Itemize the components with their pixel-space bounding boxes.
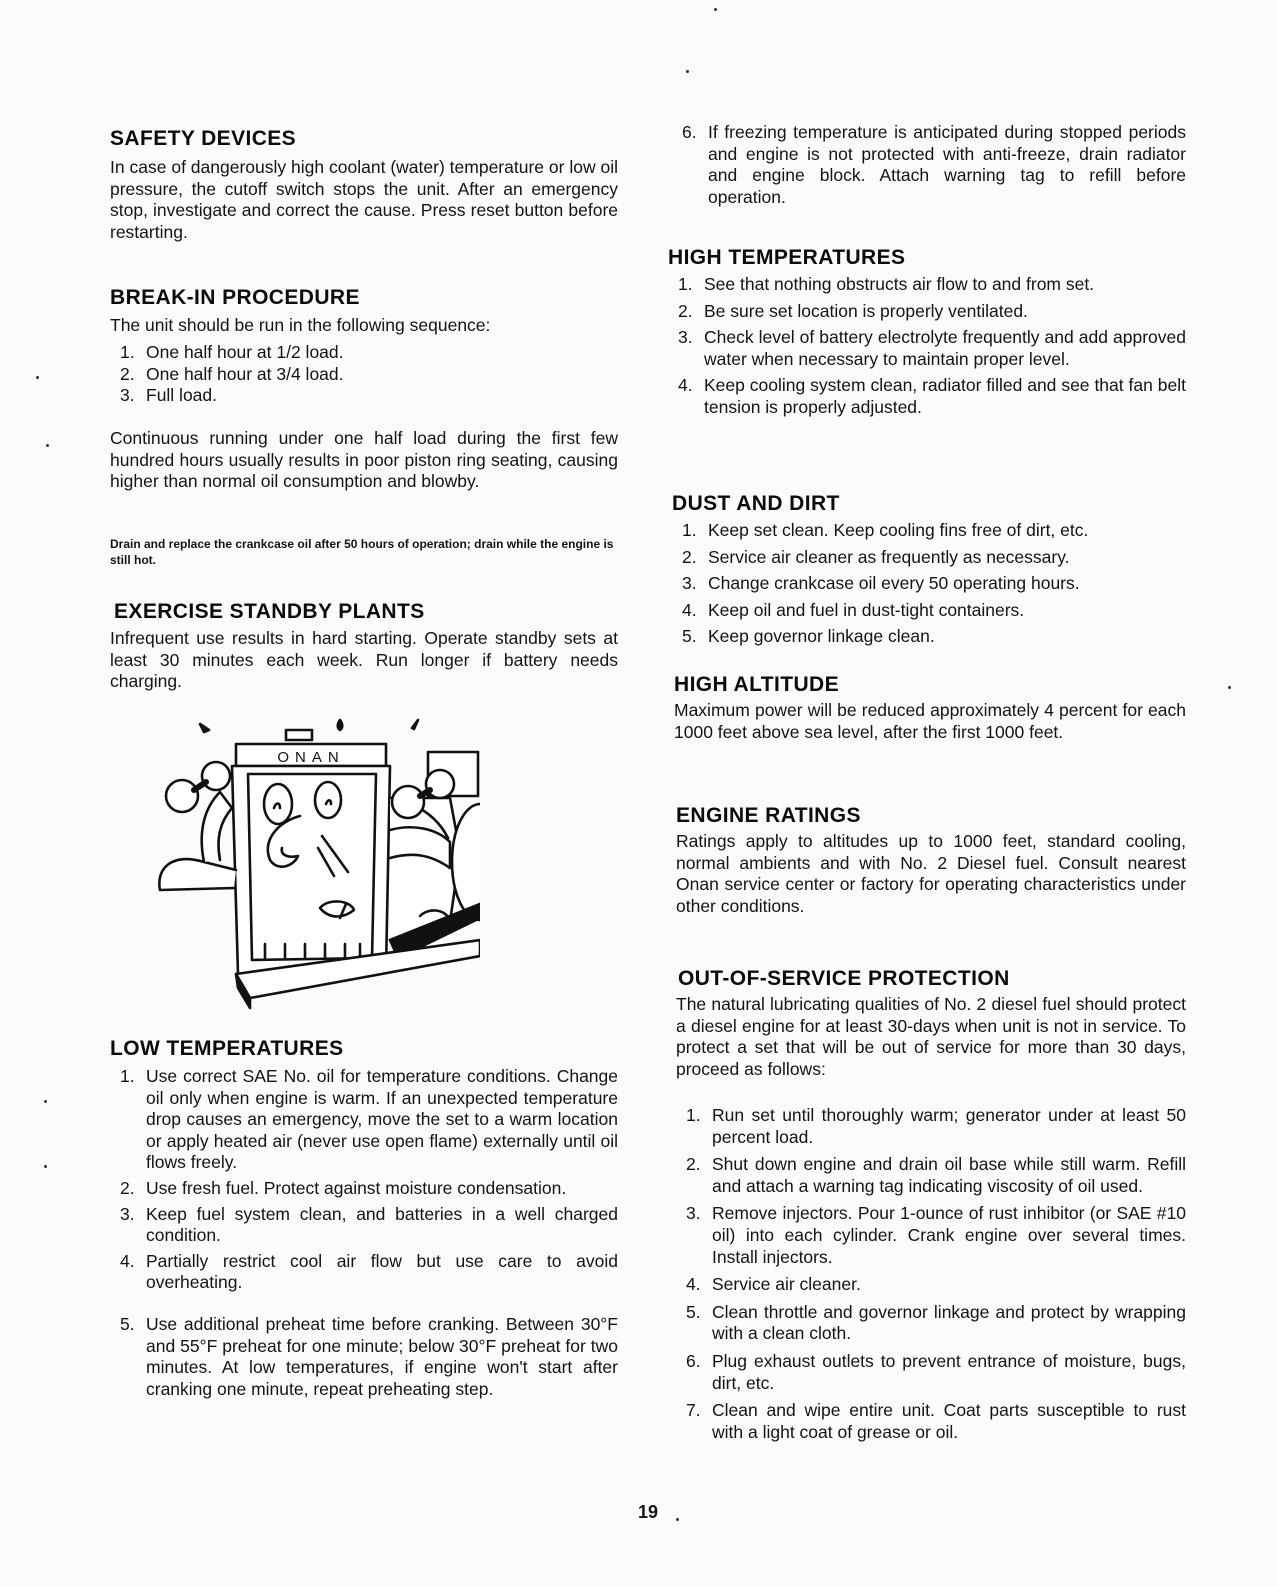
list-item: 3. Keep fuel system clean, and batteries in a well charged condition. bbox=[120, 1203, 618, 1246]
radiator-body bbox=[232, 766, 390, 974]
left-arm bbox=[159, 859, 236, 890]
high-altitude-text: Maximum power will be reduced approximately 4 percent for each 1000 feet above sea level, after the first 1000 feet. bbox=[674, 700, 1186, 742]
high-temperatures-list bbox=[668, 274, 1186, 419]
radiator-cap bbox=[286, 730, 312, 740]
list-item: 5. Use additional preheat time before cranking. Between 30°F and 55°F preheat for one minute; below 30°F preheat for two minutes. At low temperatures, if engine won't start after cranking one minute, repeat preheating step. bbox=[120, 1313, 618, 1399]
list-item: 5. Clean throttle and governor linkage and protect by wrapping with a clean cloth. bbox=[686, 1301, 1186, 1344]
break-in-paragraph: Continuous running under one half load during the first few hundred hours usually results in poor piston ring seating, causing higher than normal oil consumption and blowby. bbox=[110, 428, 618, 492]
list-item: 6. Plug exhaust outlets to prevent entrance of moisture, bugs, dirt, etc. bbox=[686, 1350, 1186, 1393]
safety-devices-heading: SAFETY DEVICES bbox=[110, 127, 297, 150]
engine-ratings-heading: ENGINE RATINGS bbox=[676, 804, 861, 827]
list-item: 2. Use fresh fuel. Protect against moisture condensation. bbox=[120, 1177, 567, 1198]
low-temperatures-continued-list bbox=[672, 122, 1186, 208]
scan-speck bbox=[46, 444, 49, 447]
sweat-drop-icon bbox=[200, 724, 209, 732]
list-item: 3. Check level of battery electrolyte frequently and add approved water when necessary to maintain proper level. bbox=[678, 327, 1186, 369]
exercise-standby-heading: EXERCISE STANDBY PLANTS bbox=[114, 600, 425, 623]
list-item: 4. Keep cooling system clean, radiator filled and see that fan belt tension is properly adjusted. bbox=[678, 375, 1186, 417]
list-item: 3. Remove injectors. Pour 1-ounce of rust inhibitor (or SAE #10 oil) into each cylinder. Crank engine over several times. Install injectors. bbox=[686, 1203, 1186, 1267]
out-of-service-intro: The natural lubricating qualities of No. 2 diesel fuel should protect a diesel engine for at least 30-days when unit is not in service. To protect a set that will be out of service for more than 30 days, proceed as follows: bbox=[676, 994, 1186, 1079]
scan-speck bbox=[44, 1165, 47, 1168]
list-item: 4. Service air cleaner. bbox=[686, 1274, 861, 1295]
break-in-list bbox=[110, 342, 618, 407]
list-item: 4. Partially restrict cool air flow but use care to avoid overheating. bbox=[120, 1250, 618, 1293]
safety-devices-text: In case of dangerously high coolant (water) temperature or low oil pressure, the cutoff switch stops the unit. After an emergency stop, investigate and correct the cause. Press reset button before restarting. bbox=[110, 157, 618, 242]
generator-end bbox=[452, 804, 480, 920]
list-item: 2. Service air cleaner as frequently as necessary. bbox=[682, 546, 1070, 567]
dumbbell-left-bar bbox=[194, 782, 206, 790]
high-altitude-heading: HIGH ALTITUDE bbox=[674, 673, 840, 696]
list-item: 6. If freezing temperature is anticipated during stopped periods and engine is not protected with anti-freeze, drain radiator and engine block. Attach warning tag to refill before operation. bbox=[682, 122, 1186, 207]
dust-and-dirt-heading: DUST AND DIRT bbox=[672, 492, 840, 515]
out-of-service-list bbox=[676, 1105, 1186, 1443]
list-item: 1. One half hour at 1/2 load. bbox=[120, 342, 344, 362]
dumbbell-left-weight bbox=[166, 780, 198, 812]
page-number: 19 bbox=[638, 1502, 659, 1522]
list-item: 4. Keep oil and fuel in dust-tight containers. bbox=[682, 599, 1025, 620]
sweat-drop-icon bbox=[412, 720, 418, 729]
list-item: 1. Run set until thoroughly warm; generator under at least 50 percent load. bbox=[686, 1105, 1186, 1147]
scan-speck bbox=[686, 70, 689, 73]
list-item: 5. Keep governor linkage clean. bbox=[682, 626, 935, 647]
generator-mascot-illustration bbox=[150, 712, 480, 1017]
scan-speck bbox=[1228, 686, 1231, 689]
list-item: 1. Keep set clean. Keep cooling fins free of dirt, etc. bbox=[682, 520, 1089, 540]
out-of-service-heading: OUT-OF-SERVICE PROTECTION bbox=[678, 967, 1010, 990]
break-in-warning: Drain and replace the crankcase oil after 50 hours of operation; drain while the engine is still hot. bbox=[110, 537, 614, 567]
scan-speck bbox=[676, 1518, 679, 1521]
low-temperatures-list bbox=[110, 1066, 618, 1400]
list-item: 1. Use correct SAE No. oil for temperature conditions. Change oil only when engine is warm. If an unexpected temperature drop causes an emergency, move the set to a warm location or apply heated air (never use open flame) externally until oil flows freely. bbox=[120, 1066, 618, 1173]
break-in-heading: BREAK-IN PROCEDURE bbox=[110, 286, 360, 309]
list-item: 3. Full load. bbox=[120, 385, 218, 406]
mouth bbox=[320, 901, 354, 916]
list-item: 2. Be sure set location is properly ventilated. bbox=[678, 300, 1028, 321]
list-item: 2. One half hour at 3/4 load. bbox=[120, 363, 344, 384]
list-item: 7. Clean and wipe entire unit. Coat parts susceptible to rust with a light coat of grease or oil. bbox=[686, 1400, 1186, 1442]
scan-speck bbox=[714, 8, 717, 11]
scan-speck bbox=[36, 376, 39, 379]
list-item: 1. See that nothing obstructs air flow to and from set. bbox=[678, 274, 1095, 294]
scan-speck bbox=[44, 1100, 47, 1103]
dust-and-dirt-list bbox=[672, 520, 1186, 648]
dumbbell-left-weight bbox=[202, 762, 230, 790]
onan-label: ONAN bbox=[277, 749, 345, 766]
list-item: 2. Shut down engine and drain oil base while still warm. Refill and attach a warning tag indicating viscosity of oil used. bbox=[686, 1154, 1186, 1196]
low-temperatures-heading: LOW TEMPERATURES bbox=[110, 1037, 344, 1060]
engine-ratings-text: Ratings apply to altitudes up to 1000 feet, standard cooling, normal ambients and with No. 2 Diesel fuel. Consult nearest Onan service center or factory for operating characteristics under other conditions. bbox=[676, 831, 1186, 916]
dumbbell-right-weight bbox=[426, 770, 454, 798]
dumbbell-right-weight bbox=[392, 786, 424, 818]
high-temperatures-heading: HIGH TEMPERATURES bbox=[668, 246, 906, 269]
exercise-standby-text: Infrequent use results in hard starting. Operate standby sets at least 30 minutes each week. Run longer if battery needs charging. bbox=[110, 628, 618, 692]
sweat-drop-icon bbox=[338, 720, 343, 730]
break-in-intro: The unit should be run in the following sequence: bbox=[110, 315, 491, 335]
list-item: 3. Change crankcase oil every 50 operating hours. bbox=[682, 573, 1080, 594]
